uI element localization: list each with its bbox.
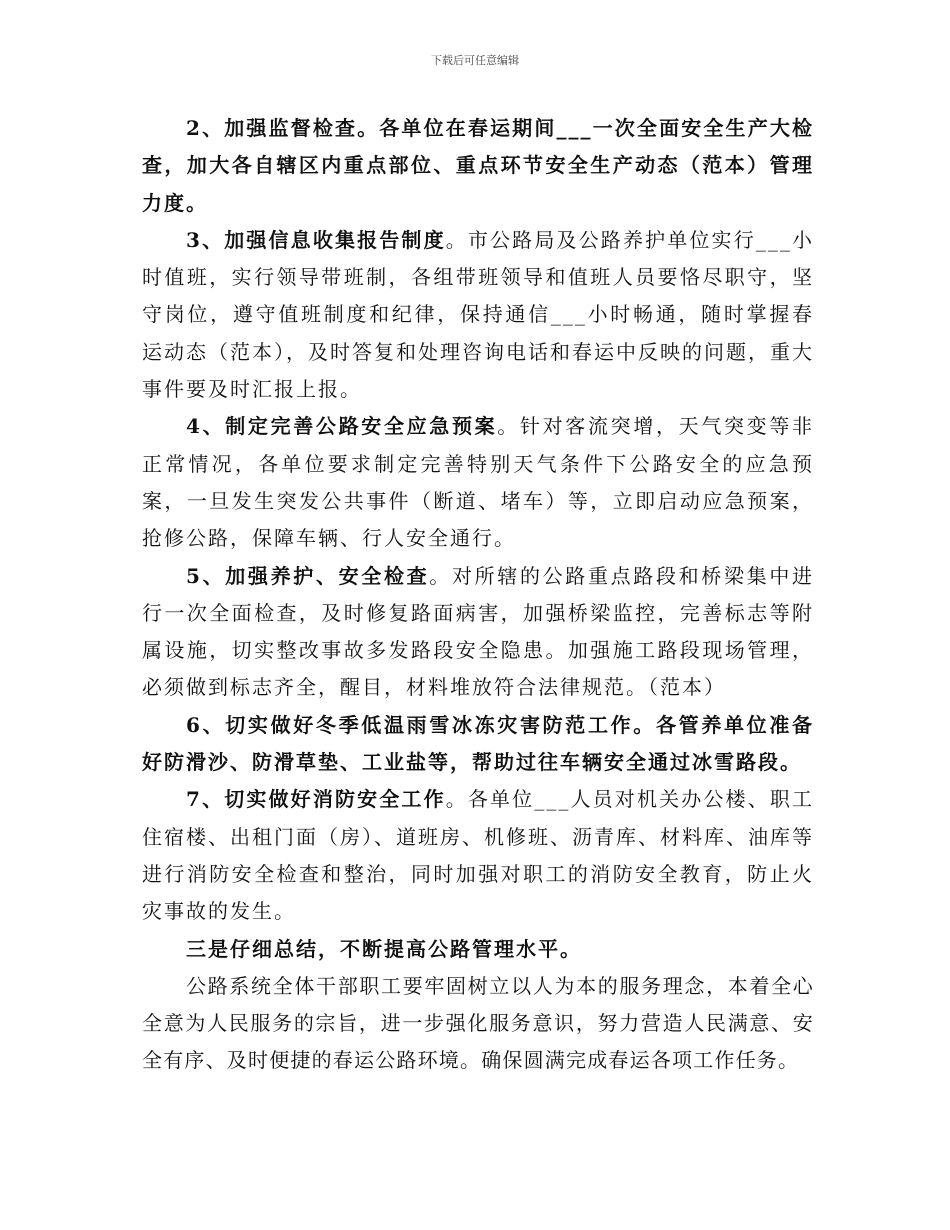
paragraph-closing (142, 968, 814, 1080)
paragraph-lead: 三是仔细总结，不断提高公路管理水平。 (186, 936, 582, 961)
page-header-note: 下载后可任意编辑 (431, 54, 519, 67)
document-body (142, 110, 814, 1080)
paragraph-winter-disaster-prevention (142, 707, 814, 782)
paragraph-information-reporting (142, 222, 814, 408)
paragraph-body: 。对所辖的公路重点路段和桥梁集中进行一次全面检查，及时修复路面病害，加强桥梁监控，完善标志等附属设施，切实整改事故多发路段安全隐患。加强施工路段现场管理，必须做到标志齐全，醒目，材料堆放符合法律规范。（范本） (142, 563, 814, 700)
section-heading-summary (142, 931, 814, 968)
paragraph-body: 。市公路局及公路养护单位实行___小时值班，实行领导带班制，各组带班领导和值班人员要恪尽职守，坚守岗位，遵守值班制度和纪律，保持通信___小时畅通，随时掌握春运动态（范本），及时答复和处理咨询电话和春运中反映的问题，重大事件要及时汇报上报。 (142, 227, 814, 402)
paragraph-lead: 5、加强养护、安全检查 (186, 563, 430, 588)
paragraph-body: 。针对客流突增，天气突变等非正常情况，各单位要求制定完善特别天气条件下公路安全的应急预案，一旦发生突发公共事件（断道、堵车）等，立即启动应急预案，抢修公路，保障车辆、行人安全通行。 (142, 414, 815, 551)
paragraph-supervision-inspection (142, 110, 814, 222)
paragraph-lead: 2、加强监督检查。各单位在春运期间___一次全面安全生产大检查，加大各自辖区内重点部位、重点环节安全生产动态（范本）管理力度。 (142, 116, 814, 215)
paragraph-body: 。各单位___人员对机关办公楼、职工住宿楼、出租门面（房）、道班房、机修班、沥青库、材料库、油库等进行消防安全检查和整治，同时加强对职工的消防安全教育，防止火灾事故的发生。 (142, 787, 814, 924)
paragraph-lead: 3、加强信息收集报告制度 (186, 227, 446, 252)
paragraph-fire-safety (142, 781, 814, 930)
paragraph-body: 公路系统全体干部职工要牢固树立以人为本的服务理念，本着全心全意为人民服务的宗旨，进一步强化服务意识，努力营造人民满意、安全有序、及时便捷的春运公路环境。确保圆满完成春运各项工作任务。 (142, 973, 814, 1073)
paragraph-lead: 6、切实做好冬季低温雨雪冰冻灾害防范工作。各管养单位准备好防滑沙、防滑草垫、工业盐等，帮助过往车辆安全通过冰雪路段。 (142, 712, 814, 775)
paragraph-emergency-plan (142, 408, 814, 557)
paragraph-maintenance-inspection (142, 558, 814, 707)
paragraph-lead: 4、制定完善公路安全应急预案 (186, 414, 498, 439)
paragraph-lead: 7、切实做好消防安全工作 (186, 787, 446, 812)
